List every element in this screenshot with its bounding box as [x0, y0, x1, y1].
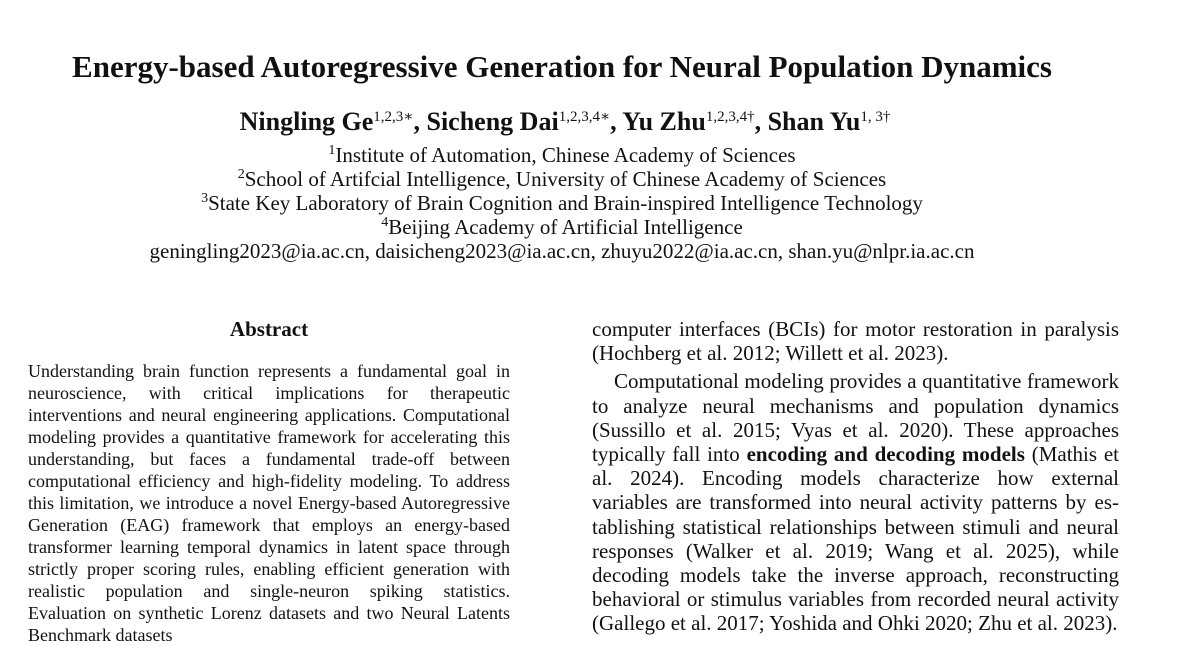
paper-title: Energy-based Autoregressive Generation for Neural Population Dynamics: [72, 49, 1052, 84]
author-name: Yu Zhu: [622, 107, 706, 136]
affiliation-line: [0, 191, 1124, 215]
author-separator: ,: [610, 107, 623, 136]
author-emails: geningling2023@ia.ac.cn, daisicheng2023@ia.ac.cn, zhuyu2022@ia.ac.cn, shan.yu@nlpr.ia.ac.cn: [149, 239, 975, 263]
author-name: Sicheng Dai: [426, 107, 559, 136]
introduction-column: [592, 317, 1119, 636]
affiliation-text: Beijing Academy of Artificial Intelligence: [388, 215, 743, 239]
affiliation-line: [0, 167, 1124, 191]
emphasized-term: encoding and decoding models: [746, 442, 1025, 467]
affiliation-text: School of Artifcial Intelligence, University of Chinese Academy of Sciences: [244, 167, 887, 191]
affiliation-number: 4: [381, 215, 389, 230]
author-separator: ,: [754, 107, 768, 136]
author-affiliation-marker: 1,2,3∗: [373, 109, 414, 125]
author-name: Ningling Ge: [239, 107, 374, 136]
affiliation-number: 2: [237, 167, 245, 182]
affiliation-line: [0, 215, 1124, 239]
author-list: [0, 106, 1130, 138]
abstract-heading: Abstract: [229, 317, 309, 341]
affiliation-text: Institute of Automation, Chinese Academy of Sciences: [335, 143, 796, 167]
paragraph-text: Computational modeling provides a quantitative framework to analyze neural mechanisms and population dynamics (Sussillo et al. 2015; Vyas et al. 2020). These approaches typically fall into: [592, 369, 1119, 467]
body-paragraph: [592, 369, 1119, 635]
affiliation-line: [0, 143, 1124, 167]
affiliation-block: [0, 143, 1124, 263]
affiliation-text: State Key Laboratory of Brain Cognition and Brain-inspired Intelligence Technology: [208, 191, 923, 215]
author-name: Shan Yu: [767, 107, 861, 136]
body-paragraph: computer interfaces (BCIs) for motor restoration in paralysis (Hochberg et al. 2012; Willett et al. 2023).: [592, 317, 1119, 366]
affiliation-number: 1: [328, 143, 336, 158]
author-affiliation-marker: 1,2,3,4∗: [558, 109, 611, 125]
paragraph-text: (Mathis et al. 2024). Encoding models characterize how external variables are transformed into neural activity patterns by establishing statistical relationships between stimuli and neural responses (Walker et al. 2019; Wang et al. 2025), while decoding models take the inverse approach, reconstructing behavioral or stimulus variables from recorded neural activity (Gallego et al. 2017; Yoshida and Ohki 2020; Zhu et al. 2023).: [592, 442, 1120, 636]
author-affiliation-marker: 1,2,3,4†: [705, 109, 755, 125]
abstract-text: Understanding brain function represents a fundamental goal in neuroscience, with critical implications for therapeutic interventions and neural engineering applications. Computational modeling provides a quantitative framework for accelerating this understanding, but faces a fundamental trade-off between computational efficiency and high-fidelity modeling. To address this limitation, we introduce a novel Energy-based Autoregressive Generation (EAG) framework that employs an energy-based transformer learning temporal dynamics in latent space through strictly proper scoring rules, enabling efficient generation with realistic population and single-neuron spiking statistics. Evaluation on synthetic Lorenz datasets and two Neural Latents Benchmark datasets: [28, 361, 510, 645]
author-separator: ,: [413, 107, 427, 136]
affiliation-number: 3: [201, 191, 209, 206]
author-affiliation-marker: 1, 3†: [860, 109, 891, 125]
